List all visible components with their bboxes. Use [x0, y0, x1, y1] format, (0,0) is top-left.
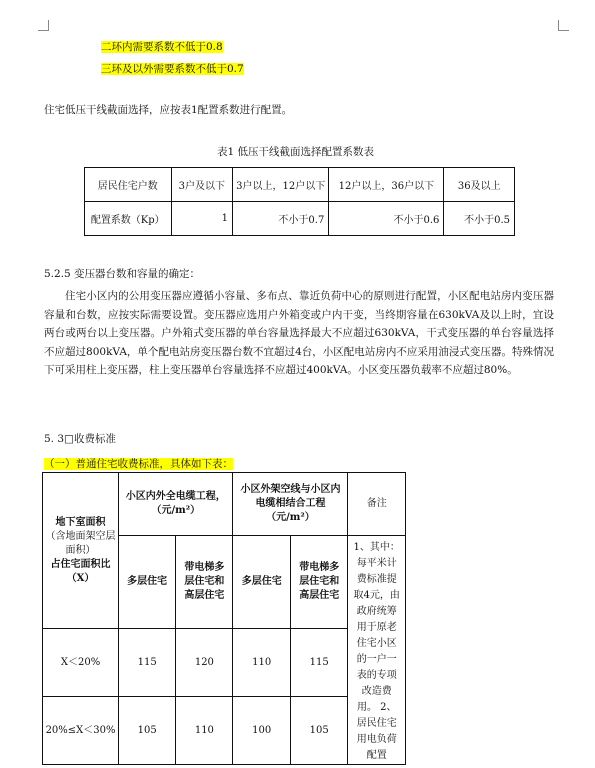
- table-header-cell: 带电梯多层住宅和高层住宅: [290, 536, 347, 629]
- table-cell: 不小于0.5: [444, 202, 515, 236]
- table-cell: 100: [233, 697, 290, 765]
- table-header-cell: 多层住宅: [233, 536, 290, 629]
- section-53-subheading: （一）普通住宅收费标准，具体如下表：: [44, 458, 233, 470]
- table-row: [85, 168, 515, 202]
- table-cell: 105: [290, 697, 347, 765]
- coefficient-line-1: 二环内需要系数不低于0.8: [101, 41, 223, 53]
- table-cell: 12户以上，36户以下: [329, 168, 444, 202]
- table-cell: 115: [119, 629, 176, 697]
- table-cell: 105: [119, 697, 176, 765]
- table-cell: 1: [171, 202, 233, 236]
- fee-table: [42, 472, 406, 765]
- table-cell: X＜20%: [43, 629, 119, 697]
- table-cell: 3户以上，12户以下: [233, 168, 329, 202]
- table-header-cell: 地下室面积 （含地面架空层面积） 占住宅面积比（X）: [43, 473, 119, 629]
- table-cell: 110: [233, 629, 290, 697]
- table-cell: 3户及以下: [171, 168, 233, 202]
- table-cell: 不小于0.6: [329, 202, 444, 236]
- table-cell: 不小于0.7: [233, 202, 329, 236]
- table-cell: 110: [176, 697, 233, 765]
- section-525-paragraph: 住宅小区内的公用变压器应遵循小容量、多布点、靠近负荷中心的原则进行配置，小区配电站房内变压器容量和台数，应按实际需要设置。变压器应选用户外箱变或户内干变，当终期容量在630kVA及以上时，宜设两台或两台以上变压器。户外箱式变压器的单台容量选择最大不应超过630kVA，干式变压器的单台容量选择不应超过800kVA，单个配电站房变压器台数不宜超过4台，小区配电站房内不应采用油浸式变压器。特殊情况下可采用柱上变压器，柱上变压器单台容量选择不应超过400kVA。小区变压器负载率不应超过80%。: [44, 290, 554, 376]
- table-cell: 20%≤X＜30%: [43, 697, 119, 765]
- intro-text: 住宅低压干线截面选择，应按表1配置系数进行配置。: [44, 104, 293, 116]
- section-53-heading: 5. 3□收费标准: [44, 433, 116, 445]
- table1-caption: 表1 低压干线截面选择配置系数表: [217, 146, 375, 158]
- fee-note-cell: 1、其中：每平米计费标准提取4元，由政府统筹用于原老住宅小区的一户一表的专项改造费用。 2、居民住宅用电负荷配置: [348, 536, 406, 765]
- table-cell: 36及以上: [444, 168, 515, 202]
- table-header-cell: 小区内外全电缆工程，（元/m²）: [119, 473, 233, 536]
- table-header-cell: 备注: [348, 473, 406, 536]
- table-header-cell: 带电梯多层住宅和高层住宅: [176, 536, 233, 629]
- crop-mark-top-left: [38, 20, 49, 31]
- crop-mark-top-right: [558, 20, 569, 31]
- table-header-cell: 多层住宅: [119, 536, 176, 629]
- table-row: [85, 202, 515, 236]
- table-header-cell: 小区外架空线与小区内电缆相结合工程（元/m²）: [233, 473, 348, 536]
- table-cell: 配置系数（Kp）: [85, 202, 172, 236]
- coefficient-table: [84, 167, 515, 236]
- table-cell: 115: [290, 629, 347, 697]
- table-cell: 居民住宅户数: [85, 168, 172, 202]
- table-row: [43, 473, 406, 536]
- coefficient-line-2: 三环及以外需要系数不低于0.7: [101, 63, 244, 75]
- section-525-heading: 5.2.5 变压器台数和容量的确定：: [44, 268, 201, 280]
- table-cell: 120: [176, 629, 233, 697]
